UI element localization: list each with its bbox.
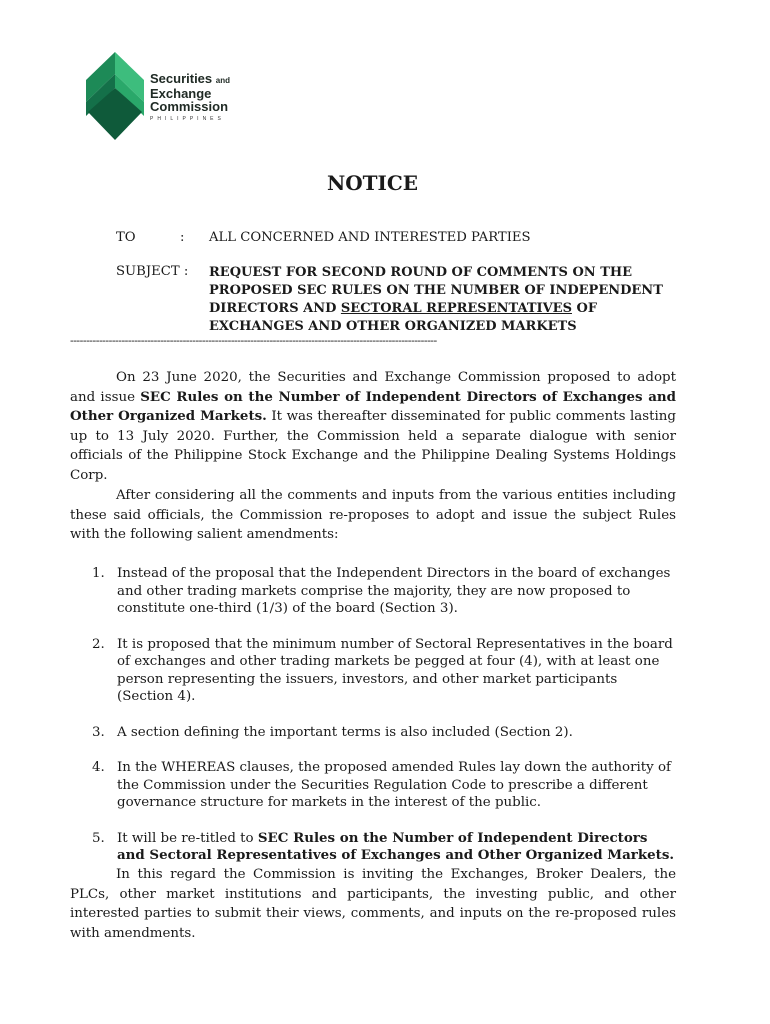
notice-title: NOTICE [326, 171, 419, 195]
list-item: 5. It will be re-titled to SEC Rules on the Number of Independent Directors and Sectoral Representatives of Exchanges and Other Organized Markets. [92, 829, 675, 863]
amendments-list [92, 565, 677, 883]
subject-value: REQUEST FOR SECOND ROUND OF COMMENTS ON THE PROPOSED SEC RULES ON THE NUMBER OF INDEPENDENT DIRECTORS AND SECTORAL REPRESENTATIVES OF EXCHANGES AND OTHER ORGANIZED MARKETS [209, 265, 663, 334]
divider-line: ------------------------------------------------------------------------------------------------------------------ [70, 334, 437, 347]
to-label: TO [116, 230, 136, 245]
paragraph-3: In this regard the Commission is inviting the Exchanges, Broker Dealers, the PLCs, other market institutions and participants, the investing public, and other interested parties to submit their views, comments, and inputs on the re-proposed rules with amendments. [70, 867, 676, 941]
to-colon: : [180, 230, 185, 245]
subject-label: SUBJECT : [116, 264, 189, 279]
list-item: 4. In the WHEREAS clauses, the proposed amended Rules lay down the authority of the Commission under the Securities Regulation Code to prescribe a different governance structure for markets in the interest of the public. [92, 760, 672, 810]
subject-underlined: SECTORAL REPRESENTATIVES [340, 301, 572, 316]
list-item: 2. It is proposed that the minimum number of Sectoral Representatives in the board of exchanges and other trading markets be pegged at four (4), with at least one person representing the issuers, investors, and other market participants (Section 4). [92, 636, 673, 704]
list-item: 1. Instead of the proposal that the Independent Directors in the board of exchanges and other trading markets comprise the majority, they are now proposed to constitute one-third (1/3) of the board (Section 3). [92, 566, 671, 616]
paragraph-2: After considering all the comments and inputs from the various entities including these said officials, the Commission re-proposes to adopt and issue the subject Rules with the following salient amendments: [70, 488, 676, 542]
list-item: 3. A section defining the important terms is also included (Section 2). [92, 724, 573, 740]
paragraph-1: On 23 June 2020, the Securities and Exchange Commission proposed to adopt and issue SEC Rules on the Number of Independent Directors of Exchanges and Other Organized Markets. It was thereafter disseminated for public comments lasting up to 13 July 2020. Further, the Commission held a separate dialogue with senior officials of the Philippine Stock Exchange and the Philippine Dealing Systems Holdings Corp. [70, 370, 676, 483]
sec-logo-emblem-icon [84, 50, 146, 142]
to-value: ALL CONCERNED AND INTERESTED PARTIES [209, 230, 531, 245]
sec-logo-text: Securities and Exchange Commission PHILIPPINES [150, 71, 231, 122]
sec-logo [84, 50, 254, 145]
paragraph-1-bold-title: SEC Rules on the Number of Independent Directors of Exchanges and Other Organized Markets. [70, 388, 676, 424]
